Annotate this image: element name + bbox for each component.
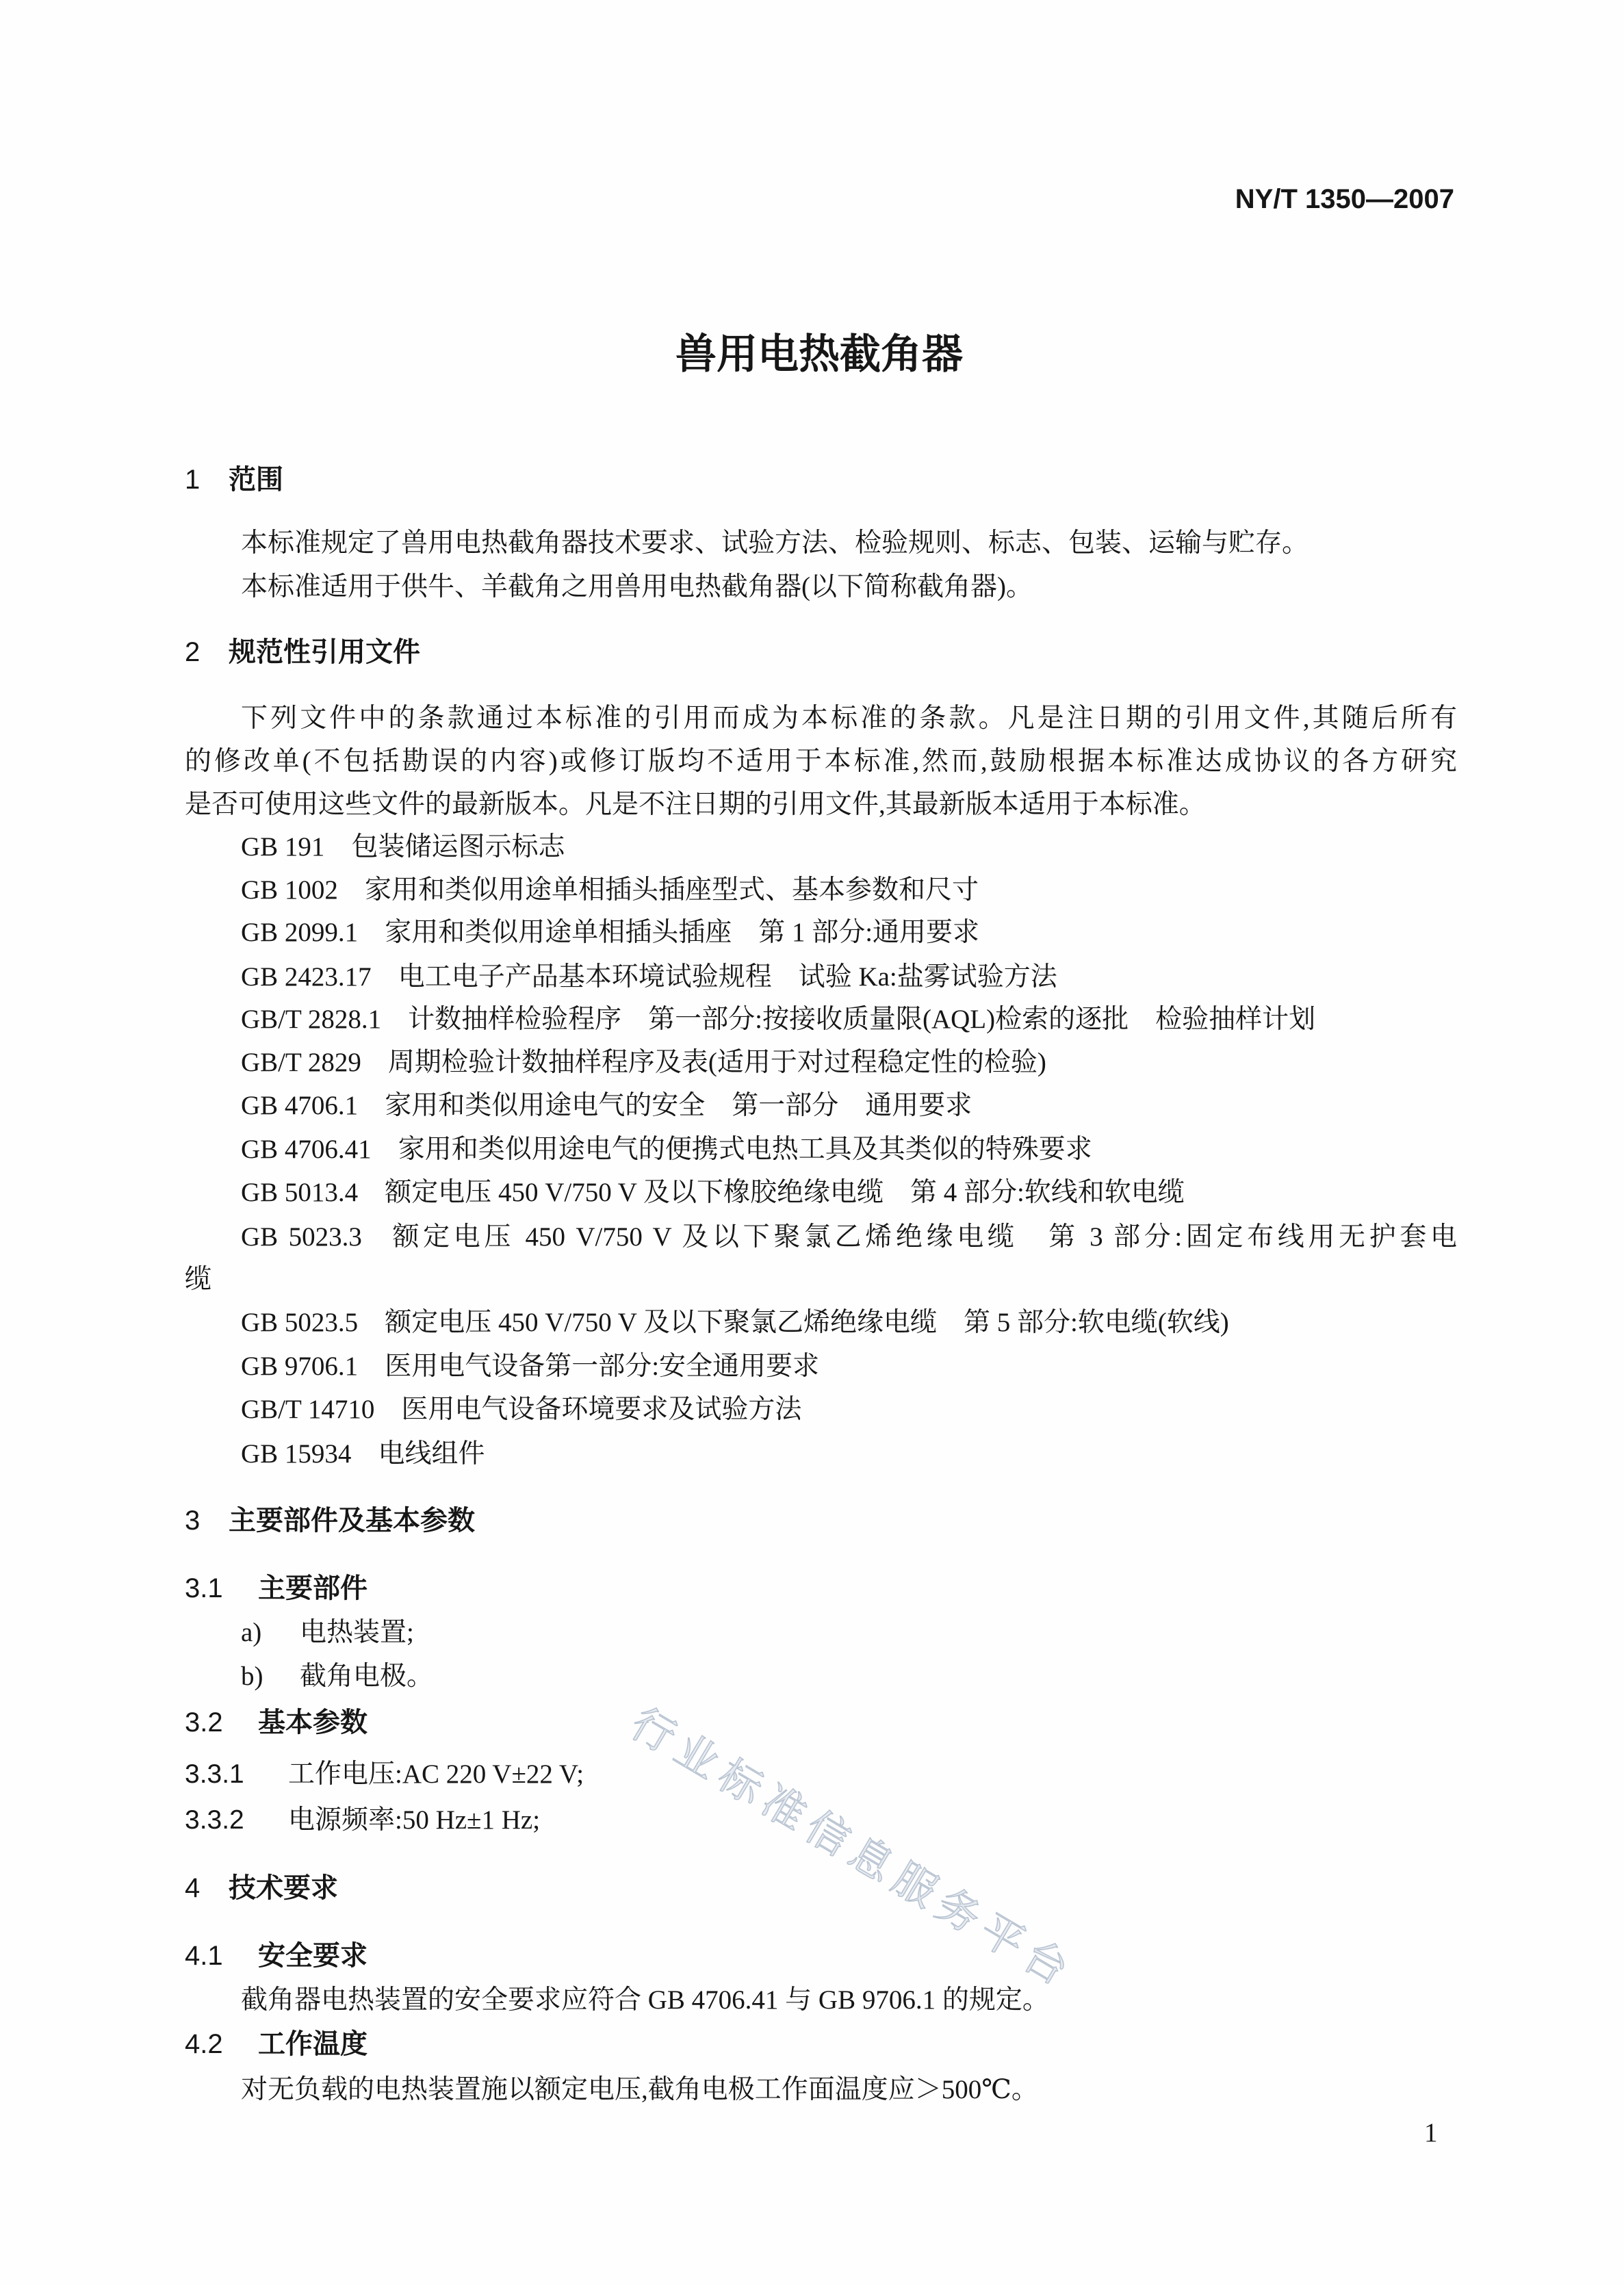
- subsection-heading-4-2: [185, 2026, 368, 2062]
- reference-item: [241, 873, 979, 908]
- clause-text: 电源频率:50 Hz±1 Hz;: [288, 1805, 541, 1835]
- subsection-title: 工作温度: [258, 2029, 368, 2059]
- clause-number: 3.3.1: [185, 1759, 244, 1789]
- reference-item: [241, 1045, 1046, 1081]
- reference-code: GB 5023.5: [241, 1308, 359, 1337]
- paragraph-line: 是否可使用这些文件的最新版本。凡是不注日期的引用文件,其最新版本适用于本标准。: [185, 790, 1206, 819]
- reference-item: [241, 915, 979, 951]
- reference-code: GB/T 2829: [241, 1048, 361, 1077]
- subsection-heading-3-1: [185, 1571, 368, 1606]
- list-label: a): [241, 1618, 262, 1647]
- paragraph-line: 的修改单(不包括勘误的内容)或修订版均不适用于本标准,然而,鼓励根据本标准达成协议的各方研究: [185, 747, 1457, 776]
- section-number: 4: [185, 1873, 201, 1903]
- subsection-title: 基本参数: [258, 1707, 368, 1738]
- clause-number: 3.3.2: [185, 1805, 244, 1835]
- reference-code: GB 1002: [241, 875, 338, 905]
- reference-item: [241, 1002, 1315, 1037]
- page-number: 1: [1424, 2118, 1438, 2147]
- reference-item: [241, 1088, 972, 1124]
- list-item: [241, 1659, 433, 1694]
- section-title: 技术要求: [229, 1873, 338, 1903]
- reference-code: GB 9706.1: [241, 1352, 359, 1381]
- clause: [185, 1757, 584, 1792]
- list-text: 截角电极。: [300, 1662, 434, 1691]
- reference-item: [241, 1305, 1229, 1341]
- paragraph: 本标准适用于供牛、羊截角之用兽用电热截角器(以下简称截角器)。: [241, 572, 1033, 602]
- reference-title: 医用电气设备第一部分:安全通用要求: [385, 1352, 820, 1381]
- section-title: 主要部件及基本参数: [229, 1506, 475, 1536]
- section-heading-2: [185, 634, 420, 670]
- reference-item: [241, 1175, 1185, 1211]
- subsection-heading-4-1: [185, 1938, 368, 1974]
- reference-title: 包装储运图示标志: [351, 832, 565, 862]
- reference-item: [241, 1392, 801, 1428]
- paragraph: 本标准规定了兽用电热截角器技术要求、试验方法、检验规则、标志、包装、运输与贮存。: [241, 528, 1309, 558]
- reference-item: [241, 1349, 819, 1384]
- reference-code: GB 5013.4: [241, 1178, 359, 1207]
- clause-text: 工作电压:AC 220 V±22 V;: [288, 1759, 584, 1789]
- reference-code: GB 191: [241, 832, 325, 862]
- reference-code: GB 2423.17: [241, 962, 372, 992]
- section-heading-1: [185, 462, 283, 498]
- reference-title: 电工电子产品基本环境试验规程 试验 Ka:盐雾试验方法: [398, 962, 1057, 992]
- subsection-title: 主要部件: [258, 1573, 368, 1603]
- reference-title: 计数抽样检验程序 第一部分:按接收质量限(AQL)检索的逐批 检验抽样计划: [408, 1005, 1316, 1034]
- reference-item: [241, 959, 1057, 995]
- reference-title: 家用和类似用途单相插头插座 第 1 部分:通用要求: [385, 918, 980, 947]
- reference-code: GB/T 14710: [241, 1395, 375, 1424]
- reference-code: GB/T 2828.1: [241, 1005, 382, 1034]
- section-heading-3: [185, 1503, 475, 1538]
- reference-code: GB 2099.1: [241, 918, 359, 947]
- reference-title: 周期检验计数抽样程序及表(适用于对过程稳定性的检验): [387, 1048, 1046, 1077]
- section-title: 规范性引用文件: [229, 637, 420, 667]
- reference-item: [241, 1132, 1092, 1167]
- list-text: 电热装置;: [300, 1618, 414, 1647]
- list-label: b): [241, 1662, 263, 1691]
- section-heading-4: [185, 1870, 338, 1906]
- reference-item: [241, 829, 565, 865]
- reference-title: 家用和类似用途电气的便携式电热工具及其类似的特殊要求: [398, 1135, 1092, 1164]
- paragraph-line: 下列文件中的条款通过本标准的引用而成为本标准的条款。凡是注日期的引用文件,其随后所有: [241, 703, 1457, 733]
- paragraph: 对无负载的电热装置施以额定电压,截角电极工作面温度应＞500℃。: [241, 2075, 1038, 2104]
- reference-item: [241, 1436, 485, 1472]
- subsection-title: 安全要求: [258, 1941, 368, 1971]
- reference-title: 额定电压 450 V/750 V 及以下聚氯乙烯绝缘电缆 第 3 部分:固定布线用无护套电: [388, 1222, 1457, 1252]
- document-title: 兽用电热截角器: [675, 331, 963, 377]
- reference-title-continuation: 缆: [185, 1265, 212, 1294]
- reference-code: GB 4706.1: [241, 1091, 359, 1120]
- reference-title: 家用和类似用途单相插头插座型式、基本参数和尺寸: [364, 875, 979, 905]
- section-number: 2: [185, 637, 201, 667]
- subsection-number: 4.1: [185, 1941, 223, 1971]
- reference-code: GB 5023.3: [241, 1222, 362, 1252]
- subsection-number: 4.2: [185, 2029, 223, 2059]
- section-number: 3: [185, 1506, 201, 1536]
- subsection-heading-3-2: [185, 1705, 368, 1740]
- standard-number: NY/T 1350—2007: [1235, 184, 1454, 214]
- reference-code: GB 4706.41: [241, 1135, 372, 1164]
- reference-title: 医用电气设备环境要求及试验方法: [401, 1395, 802, 1424]
- clause: [185, 1803, 540, 1838]
- list-item: [241, 1615, 414, 1651]
- reference-title: 家用和类似用途电气的安全 第一部分 通用要求: [385, 1091, 972, 1120]
- watermark: 行业标准信息服务平台: [622, 1698, 1084, 1999]
- section-title: 范围: [229, 465, 283, 495]
- paragraph: 截角器电热装置的安全要求应符合 GB 4706.41 与 GB 9706.1 的规定。: [241, 1985, 1049, 2015]
- subsection-number: 3.2: [185, 1707, 223, 1738]
- reference-title: 电线组件: [378, 1439, 485, 1469]
- reference-item: [241, 1219, 1457, 1255]
- reference-code: GB 15934: [241, 1439, 352, 1469]
- subsection-number: 3.1: [185, 1573, 223, 1603]
- section-number: 1: [185, 465, 201, 495]
- reference-title: 额定电压 450 V/750 V 及以下聚氯乙烯绝缘电缆 第 5 部分:软电缆(软线): [385, 1308, 1229, 1337]
- reference-title: 额定电压 450 V/750 V 及以下橡胶绝缘电缆 第 4 部分:软线和软电缆: [385, 1178, 1185, 1207]
